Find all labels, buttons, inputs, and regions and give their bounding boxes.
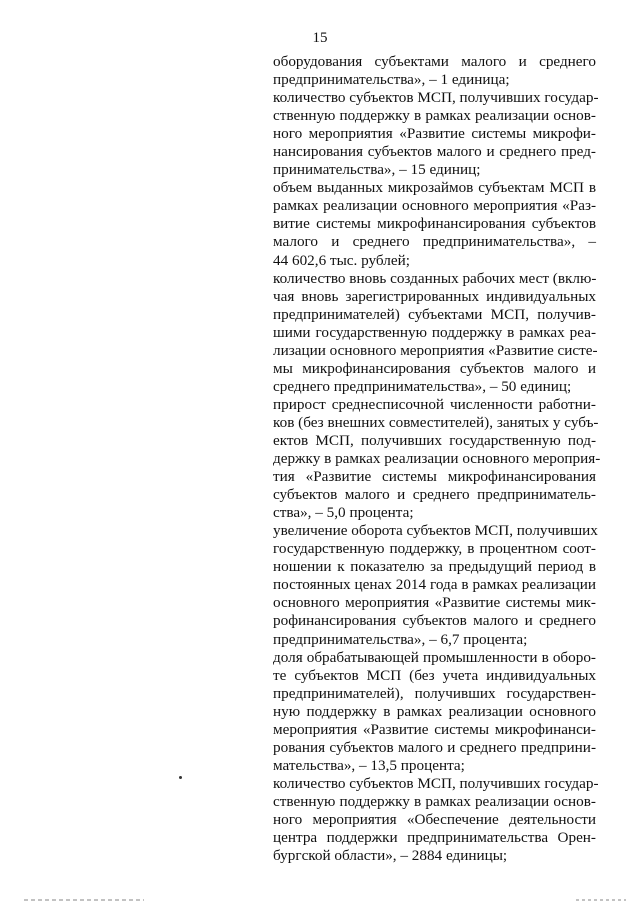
text-line: ственную поддержку в рамках реализации основ- [273,792,596,810]
text-line: субъектов малого и среднего предприниматель- [273,486,596,504]
paragraph [273,522,596,648]
text-line: те субъектов МСП (без учета индивидуальных [273,666,596,684]
footer-scan-marks [0,893,640,905]
text-line: предпринимательства», – 6,7 процента; [273,630,528,648]
paragraph [273,649,596,775]
text-line: ношении к показателю за предыдущий период в [273,558,596,576]
text-line: среднего предпринимательства», – 50 единиц; [273,377,572,395]
text-line: постоянных ценах 2014 года в рамках реализации [273,576,596,594]
paragraph [273,89,599,179]
text-line: количество субъектов МСП, получивших государ- [273,774,599,792]
text-line: предпринимателей) субъектами МСП, получив- [273,305,596,323]
paragraph [273,179,596,269]
text-line: количество вновь созданных рабочих мест (вклю- [273,269,597,287]
text-line: держку в рамках реализации основного мероприя- [273,450,601,468]
text-line: 44 602,6 тыс. рублей; [273,251,410,269]
paragraph [273,53,596,89]
text-line: ного мероприятия «Обеспечение деятельности [273,810,596,828]
text-line: рофинансирования субъектов малого и среднего [273,612,596,630]
text-line: предпринимательства», – 1 единица; [273,71,510,89]
text-line: увеличение оборота субъектов МСП, получивших [273,522,598,540]
paragraph [273,270,596,396]
text-line: мательства», – 13,5 процента; [273,756,465,774]
footer-mark-left [24,899,144,901]
paragraph [273,395,601,522]
text-line: ков (без внешних совместителей), занятых у субъ- [273,413,599,431]
page-number: 15 [312,30,328,46]
scan-speck [179,776,182,779]
text-line: предпринимателей), получивших государствен- [273,684,596,702]
text-line: малого и среднего предпринимательства», – [273,233,596,251]
text-line: тия «Развитие системы микрофинансирования [273,468,596,486]
text-line: бургской области», – 2884 единицы; [273,847,508,865]
text-line: мероприятия «Развитие системы микрофинанси- [273,720,596,738]
text-line: объем выданных микрозаймов субъектам МСП в [273,179,596,197]
text-line: центра поддержки предпринимательства Орен- [273,829,596,847]
text-line: мы микрофинансирования субъектов малого и [273,359,596,377]
text-line: ства», – 5,0 процента; [273,504,414,522]
text-line: ственную поддержку в рамках реализации основ- [273,107,596,125]
text-line: прирост среднесписочной численности работни- [273,395,596,413]
text-line: рования субъектов малого и среднего предприни- [273,738,596,756]
text-line: ного мероприятия «Развитие системы микрофи- [273,125,596,143]
text-line: витие системы микрофинансирования субъектов [273,215,596,233]
text-line: нансирования субъектов малого и среднего пред- [273,143,596,161]
paragraph [273,774,599,865]
text-line: доля обрабатывающей промышленности в оборо- [273,648,596,666]
text-line: ектов МСП, получивших государственную под- [273,431,596,449]
text-line: чая вновь зарегистрированных индивидуальных [273,287,596,305]
text-line: лизации основного мероприятия «Развитие систе- [273,341,598,359]
footer-mark-right [576,899,626,901]
document-body [273,53,601,865]
text-line: шими государственную поддержку в рамках реа- [273,323,596,341]
text-line: рамках реализации основного мероприятия «Раз- [273,197,596,215]
text-line: ную поддержку в рамках реализации основного [273,702,596,720]
text-line: принимательства», – 15 единиц; [273,161,481,179]
text-line: количество субъектов МСП, получивших государ- [273,89,599,107]
text-line: государственную поддержку, в процентном соот- [273,540,596,558]
text-line: основного мероприятия «Развитие системы мик- [273,594,596,612]
text-line: оборудования субъектами малого и среднего [273,53,596,70]
